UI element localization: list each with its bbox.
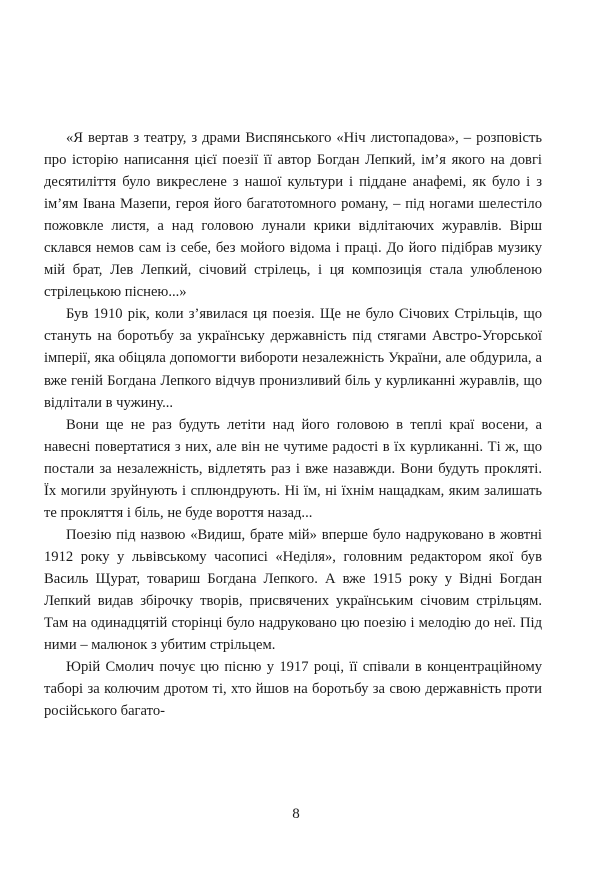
page-number: 8 — [292, 806, 300, 822]
paragraph-2: Був 1910 рік, коли з’явилася ця поезія. Ще не було Січових Стрільців, що стануть на боротьбу за українську державність під стягами Австро-Угорської імперії, яка обіцяла допомогти вибороти незалежність України, але обдурила, а вже геній Богдана Лепкого відчув пронизливий біль у курликанні журавлів, що відлітали в чужину... — [44, 306, 542, 411]
paragraph-3: Вони ще не раз будуть летіти над його головою в теплі краї восени, а навесні повертатися з них, але він не чутиме радості в їх курликанні. Ті ж, що постали за незалежність, відлетять раз і вже назавжди. Вони будуть прокляті. Їх могили зруйнують і сплюндрують. Ні їм, ні їхнім нащадкам, яким залишать те прокляття і біль, не буде вороття назад... — [44, 416, 542, 521]
body-text — [44, 127, 542, 722]
paragraph-1: «Я вертав з театру, з драми Виспянського «Ніч листопадова», – розповість про історію написання цієї поезії її автор Богдан Лепкий, ім’я якого на довгі десятиліття було викреслене з нашої культури і піддане анафемі, як було і з ім’ям Івана Мазепи, героя його багатотомного роману, – під ногами шелестіло пожовкле листя, а над головою лунали крики відлітаючих журавлів. Вірш склався немов сам із себе, без мойого відома і праці. До його підібрав музику мій брат, Лев Лепкий, січовий стрілець, і ця композиція стала улюбленою стрілецькою піснею...» — [44, 130, 542, 301]
paragraph-4: Поезію під назвою «Видиш, брате мій» вперше було надруковано в жовтні 1912 року у львівському часописі «Неділя», головним редактором якої був Василь Щурат, товариш Богдана Лепкого. А вже 1915 року у Відні Богдан Лепкий видав збірочку творів, присвячених українським січовим стрільцям. Там на одинадцятій сторінці було надруковано цю поезію і мелодію до неї. Під ними – малюнок з убитим стрільцем. — [44, 526, 542, 654]
paragraph-5: Юрій Смолич почує цю пісню у 1917 році, її співали в концентраційному таборі за колючим дротом ті, хто йшов на боротьбу за свою державність проти російського багато- — [44, 659, 542, 720]
